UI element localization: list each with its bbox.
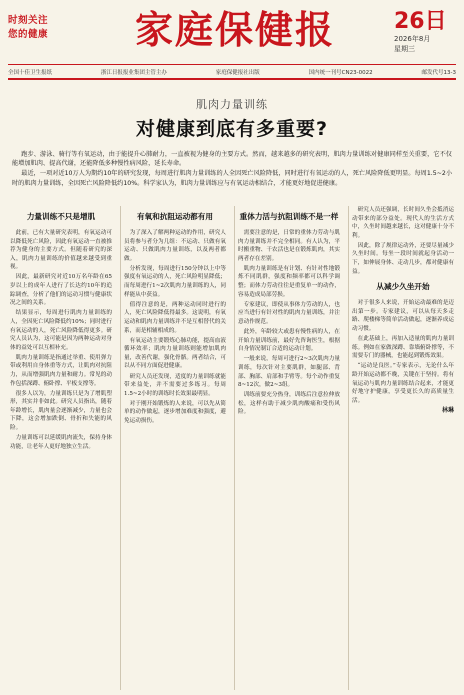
body-paragraph: 研究人员还强调，长时间久坐会抵消运动带来的部分益处。现代人的生活方式中，久坐时间越来越长，这对健康十分不利。: [352, 207, 454, 239]
body-paragraph: 为了深入了解两种运动的作用，研究人员将参与者分为几组：不运动、只做有氧运动、只做肌肉力量训练，以及两者都做。: [124, 230, 226, 262]
issue-date: [394, 10, 456, 54]
body-paragraph: 对于刚开始锻炼的人来说，可以先从简单的动作做起，逐步增加难度和强度，避免运动损伤。: [124, 400, 226, 424]
issue-year-month: 2026年8月: [394, 35, 431, 43]
info-item: 邮发代号13-3: [421, 69, 456, 76]
issue-day: 26日: [394, 9, 447, 34]
section-heading: 力量训练不只是增肌: [26, 212, 96, 221]
article-lead: [12, 150, 452, 189]
slogan-line: 时刻关注: [8, 15, 49, 26]
info-item: 国内统一刊号CN23-0022: [308, 69, 373, 76]
article-columns: [10, 206, 454, 690]
body-paragraph: 一般来说，每周可进行2~3次肌肉力量训练，每次针对主要肌群，如腿部、背部、胸部、肩部和手臂等。每个动作重复8~12次，做2~3组。: [238, 356, 340, 389]
info-item: 家庭保健报社出版: [215, 69, 260, 76]
slogan-line: 您的健康: [8, 29, 49, 40]
article-kicker: 肌肉力量训练: [196, 98, 268, 111]
masthead-slogan: [8, 14, 68, 42]
info-item: 浙江日报报业集团主管主办: [100, 69, 167, 76]
body-paragraph: 力量训练可以延缓肌肉流失，保持身体功能，让老年人更好地独立生活。: [10, 435, 112, 450]
body-paragraph: 对于很多人来说，开始运动最难的是迈出第一步。专家建议，可以从每天多走路、爬楼梯等简单活动做起，逐渐养成运动习惯。: [352, 300, 454, 333]
body-paragraph: 研究人员还发现，适度的力量训练就能带来益处，并不需要过多练习。每周1.5~2小时的训练时长效果最明显。: [124, 373, 226, 397]
body-paragraph: 因此，最新研究对近10万名年龄在65岁以上的成年人进行了长达约10年的追踪调查，分析了他们的运动习惯与健康状况之间的关系。: [10, 274, 112, 307]
divider: [8, 79, 456, 80]
section-heading: 重体力活与抗阻训练不是一样: [239, 212, 339, 221]
body-paragraph: 因此，除了规律运动外，还要尽量减少久坐时间。每坐一段时间就起身活动一下，如伸展身体、走动几步，都对健康有益。: [352, 242, 454, 275]
body-paragraph: 需要注意的是，日常的重体力劳动与肌肉力量训练并不完全相同。有人认为，平时搬重物、干农活也是在锻炼肌肉，其实两者存在差别。: [238, 230, 340, 262]
body-paragraph: 训练前要充分热身，训练后注意拉伸放松，这样有助于减少肌肉酸痛和受伤风险。: [238, 392, 340, 416]
publication-info-bar: [8, 64, 456, 79]
section-heading: 有氧和抗阻运动都有用: [137, 212, 213, 221]
body-paragraph: 结果显示，每周进行肌肉力量训练的人，全因死亡风险降低约10%；同时进行有氧运动的人，死亡风险降低得更多。研究人员认为，这可能是因为两种运动对身体的益处可以互相补充。: [10, 310, 112, 351]
body-paragraph: 肌肉力量训练是有计划、有针对性地锻炼不同肌群，强度和频率都可以科学调整；而体力劳动往往是重复单一的动作，容易造成局部劳损。: [238, 265, 340, 298]
article-column: [352, 206, 454, 690]
article-byline: 林琳: [441, 407, 454, 415]
body-paragraph: 肌肉力量训练是指通过举重、使用弹力带或利用自身体重等方式，让肌肉对抗阻力，从而增强肌肉力量和耐力。常见的动作包括深蹲、俯卧撑、平板支撑等。: [10, 354, 112, 387]
body-paragraph: 在此基础上，再加入适量的肌肉力量训练。例如在家做深蹲、靠墙俯卧撑等，不需要专门的器械，也能起到锻炼效果。: [352, 336, 454, 360]
body-paragraph: 专家建议，即使从事体力劳动的人，也应当进行有针对性的肌肉力量训练，并注意动作规范。: [238, 301, 340, 325]
masthead: [0, 0, 464, 64]
body-paragraph: 很多人以为，力量训练只是为了增肌塑形，其实并非如此。研究人员指出，随着年龄增长，肌肉量会逐渐减少，力量也会下降，这会增加跌倒、骨折和失能的风险。: [10, 390, 112, 432]
body-paragraph: 值得注意的是，两种运动同时进行的人，死亡风险降低得最多。这说明，有氧运动和肌肉力量训练并不是互相替代的关系，而是相辅相成的。: [124, 301, 226, 334]
body-paragraph: 有氧运动主要锻炼心肺功能，提高血液循环效率；肌肉力量训练则能增加肌肉量，改善代谢，强化骨骼。两者结合，可以从不同方面促进健康。: [124, 337, 226, 370]
info-item: 全国十佳卫生报纸: [8, 69, 53, 76]
body-paragraph: 此前，已有大量研究表明，有氧运动可以降低死亡风险，因此有氧运动一直被推荐为健身的主要方式。但随着研究的深入，肌肉力量训练的价值越来越受到重视。: [10, 230, 112, 271]
lead-paragraph: 跑步、游泳、骑行等有氧运动，由于能提升心肺耐力，一直被视为健身的主要方式。然而，越来越多的研究表明，肌肉力量训练对健康同样至关重要，它不仅能增加肌肉、提高代谢，还能降低多种慢性病风险，延长寿命。: [12, 151, 452, 168]
article-column: [10, 206, 112, 690]
body-paragraph: 此外，年龄较大或患有慢性病的人，在开始力量训练前，最好先咨询医生，根据自身情况制订合适的运动计划。: [238, 329, 340, 353]
newspaper-title: 家庭保健报: [134, 8, 335, 52]
body-paragraph: 分析发现，每周进行150分钟以上中等强度有氧运动的人，死亡风险明显降低；而每周进行1~2次肌肉力量训练的人，同样能从中获益。: [124, 265, 226, 298]
body-paragraph: “运动是良医。”专家表示，无论什么年龄开始运动都不晚，关键在于坚持。将有氧运动与肌肉力量训练结合起来，才能更好地守护健康，享受更长久的高质量生活。: [352, 363, 454, 404]
article-column: [238, 206, 340, 690]
article-headline: 对健康到底有多重要?: [135, 118, 329, 140]
article-column: [124, 206, 226, 690]
lead-paragraph: 最近，一项对近10万人为期约10年的研究发现，每周进行肌肉力量训练的人全因死亡风险降低，同时进行有氧运动的人，死亡风险降低更明显。每周1.5~2小时的肌肉力量训练，全因死亡风险降低约10%。科学家认为，肌肉力量训练应与有氧运动相结合，才能更好地促进健康。: [12, 170, 453, 187]
issue-weekday: 星期三: [394, 45, 415, 53]
section-heading: 从减少久坐开始: [376, 282, 430, 292]
